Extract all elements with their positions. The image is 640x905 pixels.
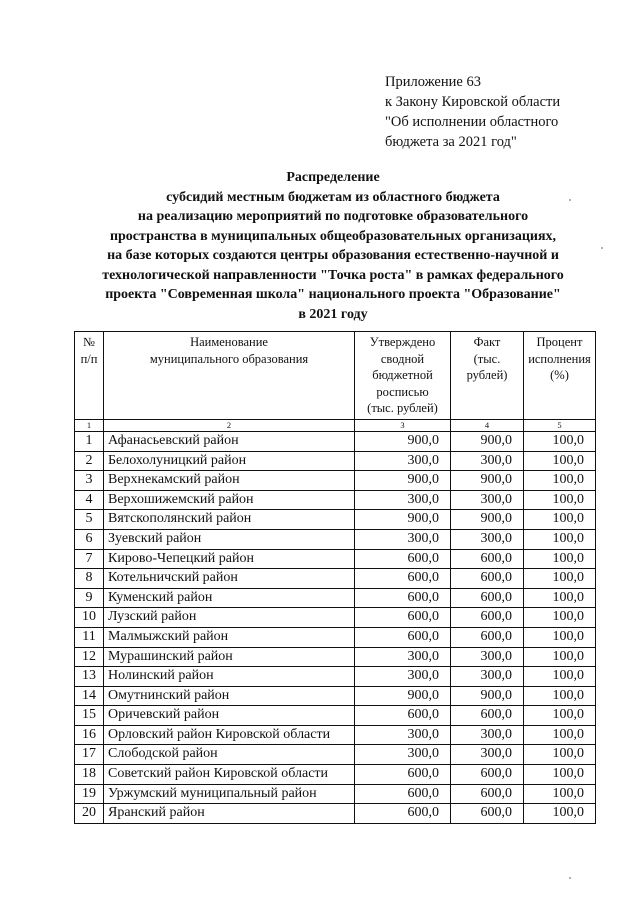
table-row [75,706,596,726]
fact-amount: 300,0 [451,667,524,687]
approved-amount: 600,0 [355,765,451,785]
table-row [75,490,596,510]
fact-amount: 600,0 [451,549,524,569]
table-row [75,569,596,589]
appendix-line: к Закону Кировской области [385,94,561,110]
table-header [75,332,596,432]
title-line: в 2021 году [298,306,368,322]
title-line: на базе которых создаются центры образования естественно-научной и [107,248,559,263]
approved-amount: 600,0 [355,784,451,804]
fact-amount: 300,0 [451,490,524,510]
table-row [75,647,596,667]
fact-amount: 900,0 [451,431,524,451]
row-number: 5 [75,510,104,530]
table-row [75,745,596,765]
appendix-line: Приложение 63 [385,74,481,90]
municipality-name: Котельничский район [104,569,355,589]
fact-amount: 300,0 [451,451,524,471]
execution-percent: 100,0 [524,431,596,451]
approved-amount: 600,0 [355,804,451,824]
table-row [75,510,596,530]
column-number: 2 [104,419,355,431]
municipality-name: Слободской район [104,745,355,765]
row-number: 11 [75,627,104,647]
municipality-name: Омутнинский район [104,686,355,706]
municipality-name: Яранский район [104,804,355,824]
scan-speck [569,199,571,201]
approved-amount: 900,0 [355,431,451,451]
fact-amount: 900,0 [451,686,524,706]
table-row [75,765,596,785]
fact-amount: 600,0 [451,765,524,785]
row-number: 16 [75,725,104,745]
scan-speck [569,877,571,879]
approved-amount: 300,0 [355,725,451,745]
table-row [75,451,596,471]
header-approved: Утверждено сводной бюджетной росписью (тыс. рублей) [355,332,451,420]
execution-percent: 100,0 [524,471,596,491]
approved-amount: 600,0 [355,706,451,726]
table-row [75,784,596,804]
row-number: 8 [75,569,104,589]
fact-amount: 300,0 [451,647,524,667]
header-fact: Факт (тыс. рублей) [451,332,524,420]
row-number: 6 [75,529,104,549]
approved-amount: 600,0 [355,608,451,628]
header-name: Наименование муниципального образования [104,332,355,420]
fact-amount: 600,0 [451,569,524,589]
approved-amount: 300,0 [355,529,451,549]
table-row [75,725,596,745]
fact-amount: 900,0 [451,510,524,530]
fact-amount: 600,0 [451,588,524,608]
column-number: 1 [75,419,104,431]
municipality-name: Малмыжский район [104,627,355,647]
fact-amount: 300,0 [451,725,524,745]
execution-percent: 100,0 [524,784,596,804]
fact-amount: 300,0 [451,529,524,549]
execution-percent: 100,0 [524,588,596,608]
execution-percent: 100,0 [524,510,596,530]
table-row [75,431,596,451]
row-number: 12 [75,647,104,667]
table-row [75,627,596,647]
title-line: проекта "Современная школа" национального проекта "Образование" [105,287,561,302]
fact-amount: 300,0 [451,745,524,765]
subsidy-table [74,331,596,824]
approved-amount: 300,0 [355,451,451,471]
municipality-name: Лузский район [104,608,355,628]
title-line: субсидий местным бюджетам из областного бюджета [166,189,500,205]
table-row [75,529,596,549]
execution-percent: 100,0 [524,745,596,765]
table-row [75,804,596,824]
municipality-name: Верхнекамский район [104,471,355,491]
approved-amount: 900,0 [355,471,451,491]
table-row [75,686,596,706]
row-number: 17 [75,745,104,765]
table-row [75,549,596,569]
approved-amount: 900,0 [355,686,451,706]
row-number: 14 [75,686,104,706]
execution-percent: 100,0 [524,667,596,687]
table-row [75,471,596,491]
execution-percent: 100,0 [524,451,596,471]
municipality-name: Куменский район [104,588,355,608]
row-number: 2 [75,451,104,471]
row-number: 10 [75,608,104,628]
approved-amount: 300,0 [355,647,451,667]
municipality-name: Зуевский район [104,529,355,549]
municipality-name: Вятскополянский район [104,510,355,530]
table-row [75,608,596,628]
municipality-name: Мурашинский район [104,647,355,667]
column-number: 4 [451,419,524,431]
column-number: 3 [355,419,451,431]
fact-amount: 600,0 [451,608,524,628]
approved-amount: 600,0 [355,588,451,608]
table-body [75,431,596,823]
fact-amount: 600,0 [451,627,524,647]
fact-amount: 600,0 [451,804,524,824]
header-percent: Процент исполнения (%) [524,332,596,420]
approved-amount: 300,0 [355,745,451,765]
execution-percent: 100,0 [524,549,596,569]
row-number: 19 [75,784,104,804]
appendix-line: "Об исполнении областного [385,114,559,130]
document-title [40,168,626,324]
approved-amount: 600,0 [355,549,451,569]
row-number: 9 [75,588,104,608]
appendix-note [385,72,625,152]
row-number: 4 [75,490,104,510]
execution-percent: 100,0 [524,627,596,647]
header-no: № п/п [75,332,104,420]
table-row [75,667,596,687]
appendix-line: бюджета за 2021 год" [385,134,517,150]
municipality-name: Оричевский район [104,706,355,726]
municipality-name: Верхошижемский район [104,490,355,510]
row-number: 3 [75,471,104,491]
execution-percent: 100,0 [524,804,596,824]
fact-amount: 900,0 [451,471,524,491]
row-number: 13 [75,667,104,687]
municipality-name: Белохолуницкий район [104,451,355,471]
approved-amount: 900,0 [355,510,451,530]
execution-percent: 100,0 [524,706,596,726]
column-number: 5 [524,419,596,431]
row-number: 20 [75,804,104,824]
row-number: 7 [75,549,104,569]
title-line: технологической направленности "Точка роста" в рамках федерального [102,267,564,283]
execution-percent: 100,0 [524,490,596,510]
municipality-name: Кирово-Чепецкий район [104,549,355,569]
approved-amount: 600,0 [355,569,451,589]
fact-amount: 600,0 [451,784,524,804]
execution-percent: 100,0 [524,569,596,589]
execution-percent: 100,0 [524,608,596,628]
table-row [75,588,596,608]
row-number: 1 [75,431,104,451]
municipality-name: Советский район Кировской области [104,765,355,785]
municipality-name: Нолинский район [104,667,355,687]
execution-percent: 100,0 [524,725,596,745]
title-line: пространства в муниципальных общеобразовательных организациях, [109,228,557,244]
row-number: 18 [75,765,104,785]
execution-percent: 100,0 [524,647,596,667]
column-number-row [75,419,596,431]
approved-amount: 600,0 [355,627,451,647]
fact-amount: 600,0 [451,706,524,726]
execution-percent: 100,0 [524,765,596,785]
municipality-name: Орловский район Кировской области [104,725,355,745]
execution-percent: 100,0 [524,529,596,549]
municipality-name: Уржумский муниципальный район [104,784,355,804]
execution-percent: 100,0 [524,686,596,706]
title-line: на реализацию мероприятий по подготовке образовательного [137,209,529,224]
approved-amount: 300,0 [355,490,451,510]
municipality-name: Афанасьевский район [104,431,355,451]
approved-amount: 300,0 [355,667,451,687]
scan-speck [601,247,603,249]
row-number: 15 [75,706,104,726]
title-line: Распределение [286,170,380,185]
